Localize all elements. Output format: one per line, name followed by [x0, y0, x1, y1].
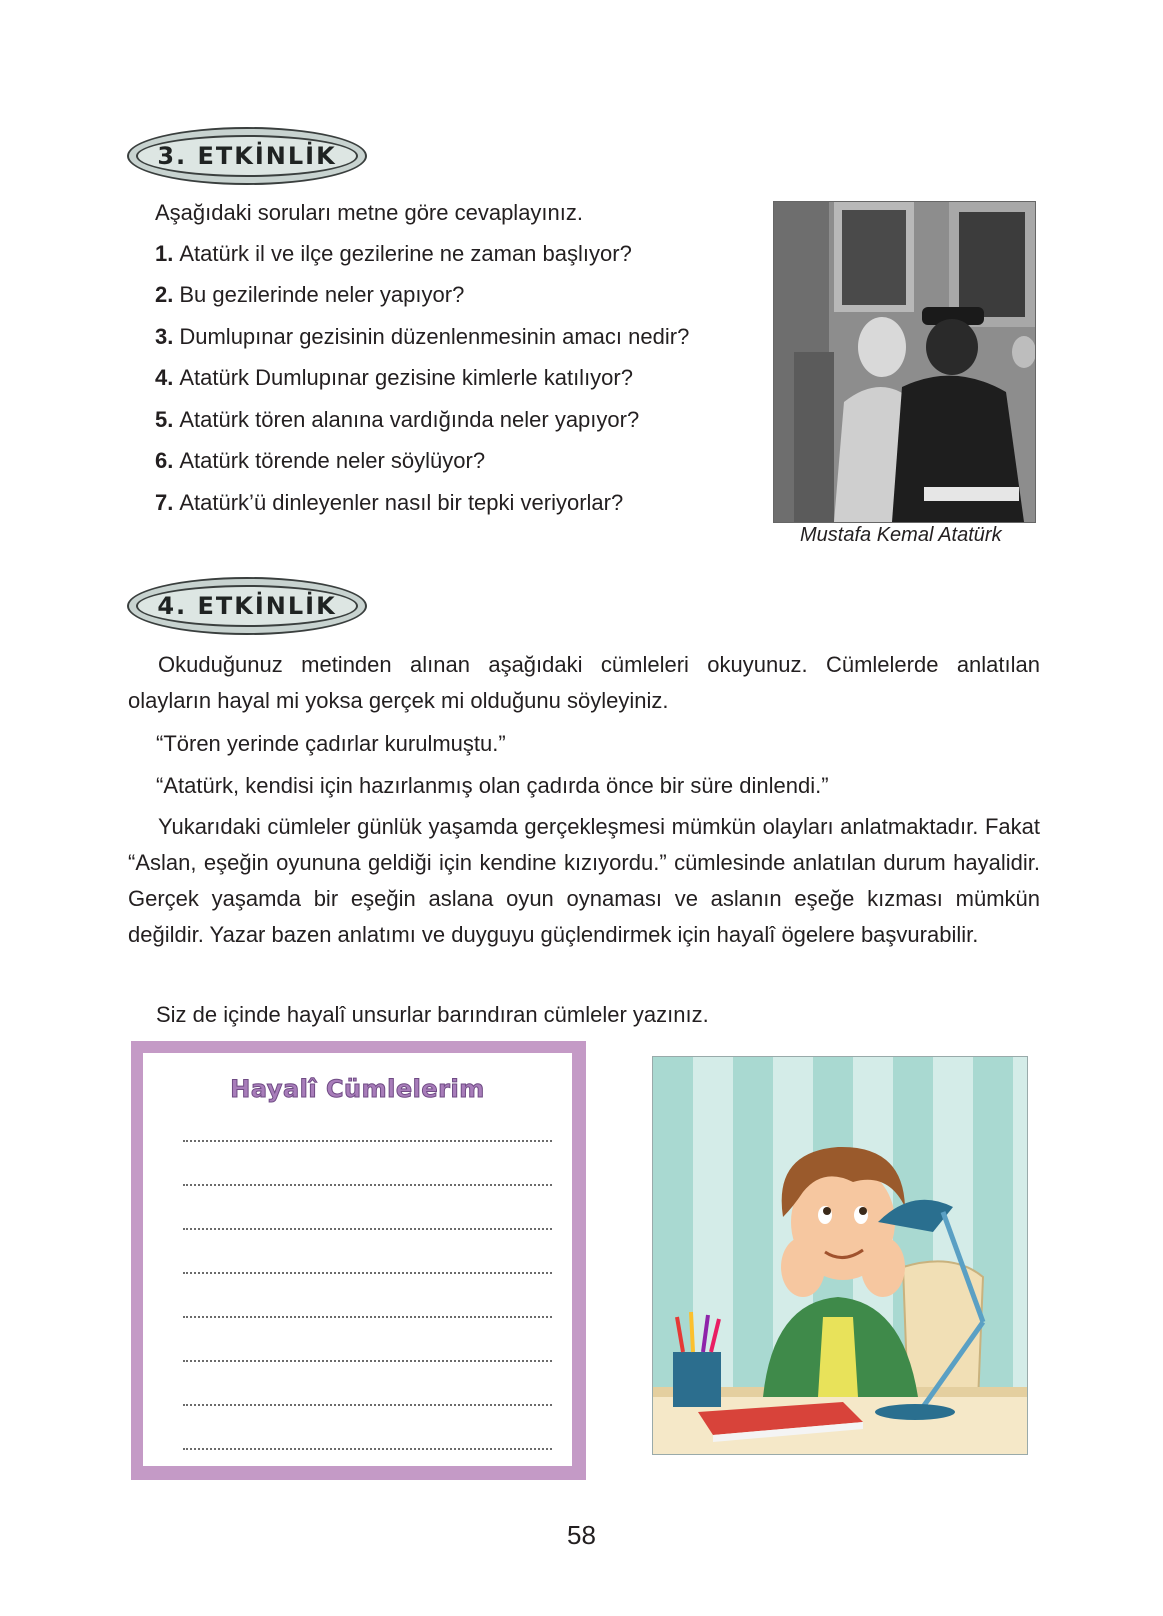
writing-line[interactable] [183, 1184, 552, 1186]
question-item: 6. Atatürk törende neler söylüyor? [155, 448, 486, 473]
writing-box [131, 1041, 586, 1480]
question-item: 7. Atatürk’ü dinleyenler nasıl bir tepki veriyorlar? [155, 490, 624, 515]
activity3-title: 3. ETKİNLİK [157, 142, 337, 170]
photo-caption: Mustafa Kemal Atatürk [800, 524, 1002, 546]
activity4-paragraph-3: Siz de içinde hayalî unsurlar barındıran cümleler yazınız. [156, 1002, 709, 1027]
writing-line[interactable] [183, 1404, 552, 1406]
activity3-intro: Aşağıdaki soruları metne göre cevaplayınız. [155, 200, 584, 225]
activity3-badge [127, 127, 367, 185]
question-item: 5. Atatürk tören alanına vardığında neler yapıyor? [155, 407, 640, 432]
question-item: 3. Dumlupınar gezisinin düzenlenmesinin amacı nedir? [155, 324, 690, 349]
writing-line[interactable] [183, 1360, 552, 1362]
writing-box-title: Hayalî Cümlelerim [230, 1075, 485, 1103]
daydreaming-boy-illustration [652, 1056, 1028, 1455]
page-number: 58 [567, 1520, 596, 1550]
activity4-paragraph-1: Okuduğunuz metinden alınan aşağıdaki cümleleri okuyunuz. Cümlelerde anlatılan olayların hayal mi yoksa gerçek mi olduğunu söyleyiniz. [128, 652, 1040, 713]
photo-illustration [774, 202, 1035, 522]
activity4-title: 4. ETKİNLİK [157, 592, 337, 620]
writing-line[interactable] [183, 1272, 552, 1274]
quote-2: “Atatürk, kendisi için hazırlanmış olan çadırda önce bir süre dinlendi.” [156, 773, 829, 798]
question-item: 4. Atatürk Dumlupınar gezisine kimlerle katılıyor? [155, 365, 633, 390]
activity4-badge [127, 577, 367, 635]
writing-line[interactable] [183, 1228, 552, 1230]
writing-line[interactable] [183, 1448, 552, 1450]
question-item: 2. Bu gezilerinde neler yapıyor? [155, 282, 465, 307]
activity4-paragraph-2: Yukarıdaki cümleler günlük yaşamda gerçekleşmesi mümkün olayları anlatmaktadır. Fakat “Aslan, eşeğin oyununa geldiği için kendine kızıyordu.” cümlesinde anlatılan durum hayalidir. Gerçek yaşamda bir eşeğin aslana oyun oynaması ve aslanın eşeğe kızması mümkün değildir. Yazar bazen anlatımı ve duyguyu güçlendirmek için hayalî ögelere başvurabilir. [128, 814, 1040, 947]
writing-line[interactable] [183, 1140, 552, 1142]
quote-1: “Tören yerinde çadırlar kurulmuştu.” [156, 731, 506, 756]
boy-illustration [653, 1057, 1027, 1454]
question-item: 1. Atatürk il ve ilçe gezilerine ne zaman başlıyor? [155, 241, 632, 266]
writing-line[interactable] [183, 1316, 552, 1318]
ataturk-photo [773, 201, 1036, 523]
